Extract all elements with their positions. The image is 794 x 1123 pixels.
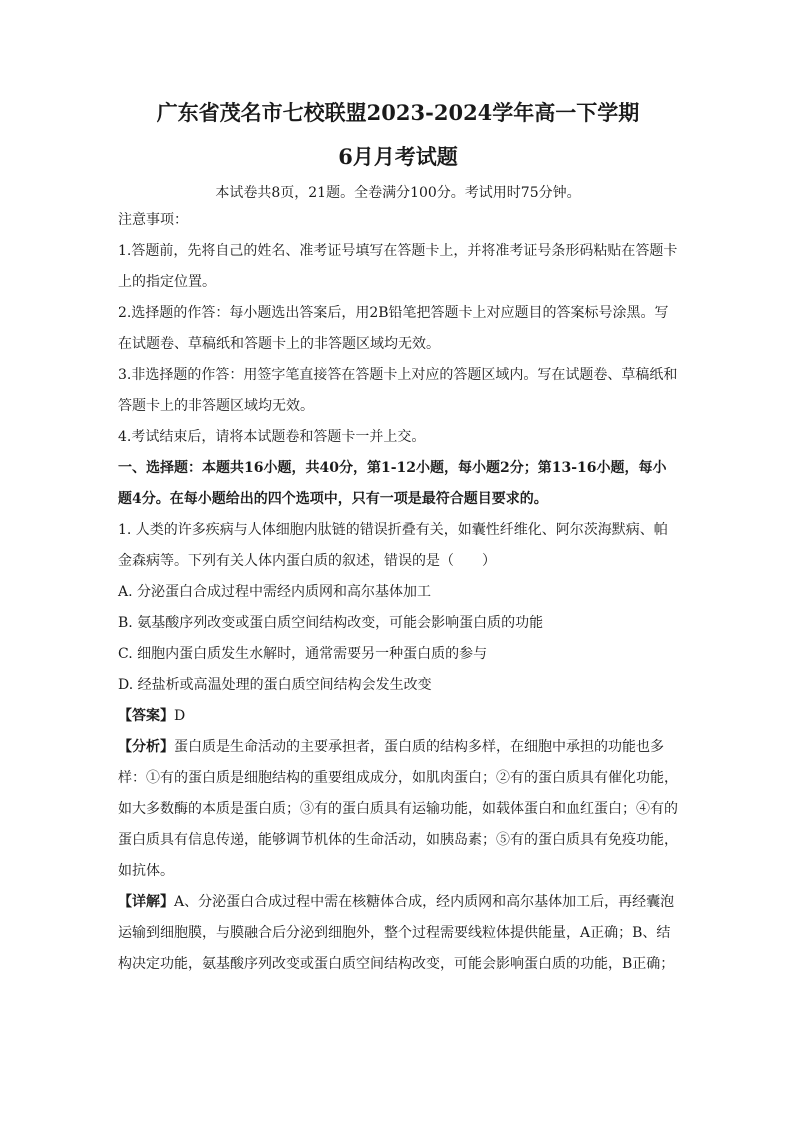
analysis-tag: 【分析】 — [118, 739, 174, 755]
answer-tag: 【答案】 — [118, 708, 174, 724]
question-stem: 1. 人类的许多疾病与人体细胞内肽链的错误折叠有关，如囊性纤维化、阿尔茨海默病、帕金森病等。下列有关人体内蛋白质的叙述，错误的是（ ） — [118, 522, 668, 569]
option-d: D. 经盐析或高温处理的蛋白质空间结构会发生改变 — [118, 677, 432, 693]
detail-tag: 【详解】 — [118, 894, 174, 910]
note-item-1: 1.答题前，先将自己的姓名、准考证号填写在答题卡上，并将准考证号条形码粘贴在答题卡上的指定位置。 — [118, 243, 678, 290]
exam-page — [118, 98, 678, 980]
analysis-block — [118, 732, 678, 887]
exam-info: 本试卷共8页，21题。全卷满分100分。考试用时75分钟。 — [215, 185, 581, 201]
note-item-3: 3.非选择题的作答：用签字笔直接答在答题卡上对应的答题区域内。写在试题卷、草稿纸和答题卡上的非答题区域均无效。 — [118, 367, 678, 414]
answer-value: D — [174, 708, 186, 724]
option-b: B. 氨基酸序列改变或蛋白质空间结构改变，可能会影响蛋白质的功能 — [118, 615, 544, 631]
detail-text: A、分泌蛋白合成过程中需在核糖体合成，经内质网和高尔基体加工后，再经囊泡运输到细胞膜，与膜融合后分泌到细胞外，整个过程需要线粒体提供能量，A正确；B、结构决定功能，氨基酸序列改变或蛋白质空间结构改变，可能会影响蛋白质的功能，B正确； — [118, 894, 675, 972]
answer-block — [118, 701, 678, 732]
section-heading: 一、选择题：本题共16小题，共40分，第1-12小题，每小题2分；第13-16小题，每小题4分。在每小题给出的四个选项中，只有一项是最符合题目要求的。 — [118, 460, 667, 507]
detail-block — [118, 887, 678, 980]
option-c: C. 细胞内蛋白质发生水解时，通常需要另一种蛋白质的参与 — [118, 646, 488, 662]
analysis-text: 蛋白质是生命活动的主要承担者，蛋白质的结构多样，在细胞中承担的功能也多样：①有的蛋白质是细胞结构的重要组成成分，如肌肉蛋白；②有的蛋白质具有催化功能，如大多数酶的本质是蛋白质；③有的蛋白质具有运输功能，如载体蛋白和血红蛋白；④有的蛋白质具有信息传递，能够调节机体的生命活动，如胰岛素；⑤有的蛋白质具有免疫功能，如抗体。 — [118, 739, 678, 879]
note-item-4: 4.考试结束后，请将本试题卷和答题卡一并上交。 — [118, 429, 426, 445]
page-title-line2: 6月月考试题 — [338, 144, 458, 169]
notes-heading: 注意事项： — [118, 212, 188, 228]
note-item-2: 2.选择题的作答：每小题选出答案后，用2B铅笔把答题卡上对应题目的答案标号涂黑。写在试题卷、草稿纸和答题卡上的非答题区域均无效。 — [118, 305, 669, 352]
option-a: A. 分泌蛋白合成过程中需经内质网和高尔基体加工 — [118, 584, 432, 600]
page-title-line1: 广东省茂名市七校联盟2023-2024学年高一下学期 — [156, 100, 640, 125]
